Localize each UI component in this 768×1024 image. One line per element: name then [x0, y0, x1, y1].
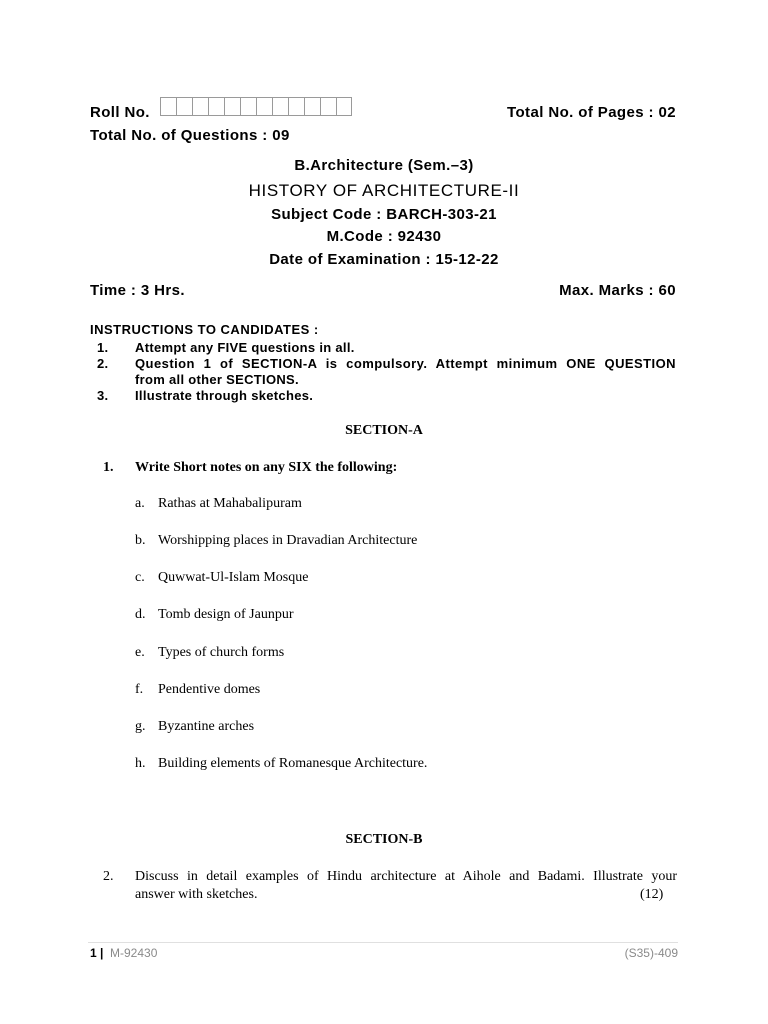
roll-number-box — [192, 97, 208, 116]
instruction-2-text-line2: from all other SECTIONS. — [135, 372, 299, 387]
item-g-text: Byzantine arches — [158, 719, 255, 734]
subject-title: HISTORY OF ARCHITECTURE-II — [248, 181, 520, 200]
question-2-number: 2. — [103, 869, 114, 884]
item-d-text: Tomb design of Jaunpur — [158, 607, 294, 622]
question-1-text: Write Short notes on any SIX the following: — [135, 460, 398, 475]
instructions-heading: INSTRUCTIONS TO CANDIDATES : — [90, 322, 319, 337]
instruction-2-text-line1: Question 1 of SECTION-A is compulsory. Attempt minimum ONE QUESTION — [135, 356, 676, 371]
item-e-text: Types of church forms — [158, 645, 285, 660]
item-b-letter: b. — [135, 533, 146, 548]
item-a-text: Rathas at Mahabalipuram — [158, 496, 302, 511]
item-d-letter: d. — [135, 607, 146, 622]
total-questions: Total No. of Questions : 09 — [90, 127, 290, 144]
item-f-text: Pendentive domes — [158, 682, 261, 697]
footer-code: M-92430 — [110, 946, 158, 960]
instruction-1-number: 1. — [97, 340, 109, 355]
roll-number-box — [256, 97, 272, 116]
item-f-letter: f. — [135, 682, 144, 697]
roll-number-box — [176, 97, 192, 116]
section-b-heading: SECTION-B — [345, 832, 423, 847]
instruction-3-number: 3. — [97, 388, 109, 403]
item-h-letter: h. — [135, 756, 146, 771]
section-a-heading: SECTION-A — [345, 423, 423, 438]
item-e-letter: e. — [135, 645, 145, 660]
roll-number-box — [288, 97, 304, 116]
roll-number-box — [208, 97, 224, 116]
question-2-marks: (12) — [640, 887, 664, 902]
item-b-text: Worshipping places in Dravadian Architecture — [158, 533, 418, 548]
item-c-letter: c. — [135, 570, 145, 585]
question-2-text-line1: Discuss in detail examples of Hindu architecture at Aihole and Badami. Illustrate your — [135, 869, 677, 884]
roll-number-boxes — [160, 97, 352, 116]
item-g-letter: g. — [135, 719, 146, 734]
exam-date: Date of Examination : 15-12-22 — [269, 251, 499, 268]
roll-number-box — [304, 97, 320, 116]
roll-number-box — [240, 97, 256, 116]
question-2-text-line2: answer with sketches. — [135, 887, 258, 902]
program-title: B.Architecture (Sem.–3) — [294, 157, 474, 174]
footer-page-number: 1 | — [90, 946, 104, 960]
instruction-2-number: 2. — [97, 356, 109, 371]
roll-number-box — [272, 97, 288, 116]
instruction-1-text: Attempt any FIVE questions in all. — [135, 340, 355, 355]
footer-divider — [88, 942, 678, 943]
roll-number-box — [320, 97, 336, 116]
m-code: M.Code : 92430 — [326, 228, 442, 245]
footer-right-code: (S35)-409 — [624, 946, 678, 960]
exam-time: Time : 3 Hrs. — [90, 282, 185, 299]
instruction-3-text: Illustrate through sketches. — [135, 388, 314, 403]
question-1-number: 1. — [103, 460, 114, 475]
subject-code: Subject Code : BARCH-303-21 — [271, 206, 497, 223]
max-marks: Max. Marks : 60 — [559, 282, 676, 299]
roll-number-box — [224, 97, 240, 116]
item-c-text: Quwwat-Ul-Islam Mosque — [158, 570, 309, 585]
roll-number-box — [336, 97, 352, 116]
item-a-letter: a. — [135, 496, 145, 511]
total-pages: Total No. of Pages : 02 — [507, 104, 676, 121]
roll-number-label: Roll No. — [90, 104, 150, 121]
roll-number-box — [160, 97, 176, 116]
item-h-text: Building elements of Romanesque Architecture. — [158, 756, 428, 771]
